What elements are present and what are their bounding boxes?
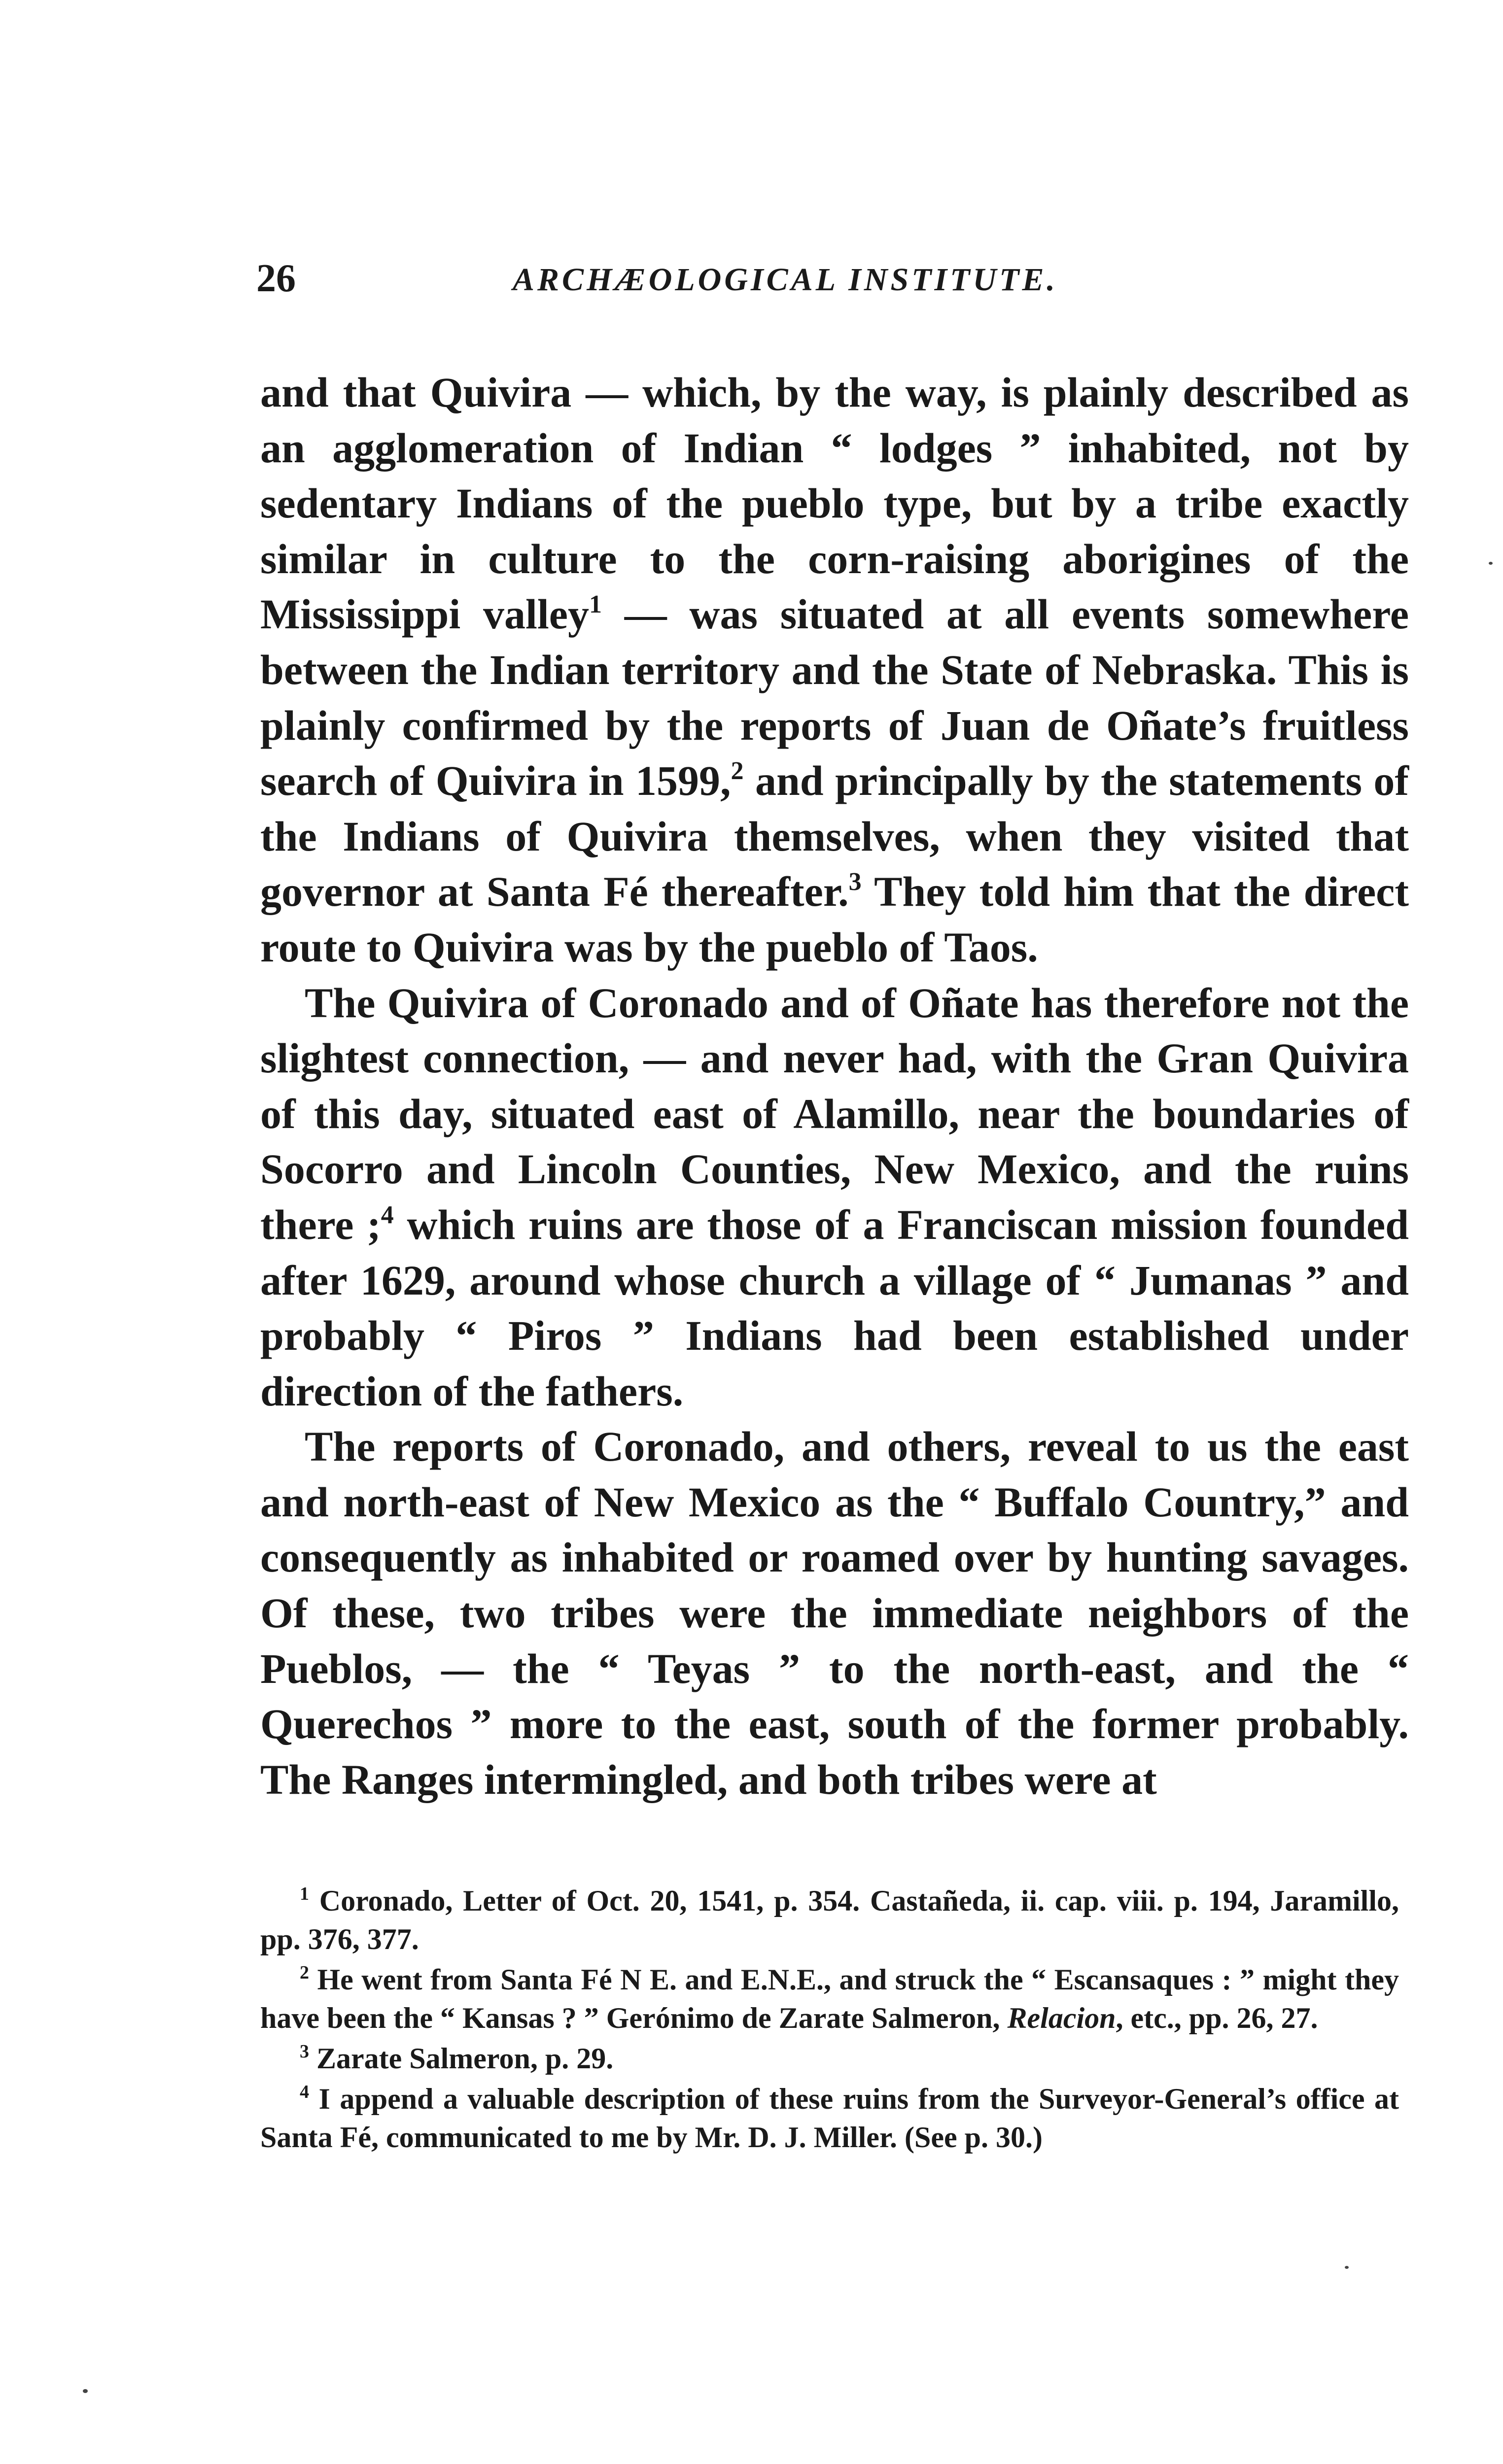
footnote-marker: 3 xyxy=(300,2041,309,2062)
footnotes xyxy=(260,1882,1399,2158)
paragraph-3 xyxy=(260,1419,1409,1807)
footnote-marker: 1 xyxy=(300,1883,309,1904)
text-run: The reports of Coronado, and others, reveal to us the east and north-east of New Mexico as the “ Buffalo Country,” and consequently as inhabited or roamed over by hunting savages. Of these, two tribes were the immediate neighbors of the Pueblos, — the “ Teyas ” to the north-east, and the “ Querechos ” more to the east, south of the former probably. The Ranges intermingled, and both tribes were at xyxy=(260,1423,1409,1803)
footnote-2 xyxy=(260,1960,1399,2037)
footnote-ref: 3 xyxy=(848,868,862,896)
text-run: and principally by the statements of the Indians of Quivira themselves, when they visited that governor at Santa Fé thereafter. xyxy=(260,757,1409,916)
footnote-3 xyxy=(260,2039,1399,2078)
footnote-4 xyxy=(260,2080,1399,2156)
footnote-ref: 2 xyxy=(731,757,744,786)
footnote-marker: 2 xyxy=(300,1962,309,1983)
footnote-text: I append a valuable description of these ruins from the Surveyor-General’s office at Santa Fé, communicated to me by Mr. D. J. Miller. (See p. 30.) xyxy=(260,2083,1399,2154)
running-head: ARCHÆOLOGICAL INSTITUTE. xyxy=(513,262,1058,298)
footnote-ref: 1 xyxy=(589,590,602,619)
footnote-text: Zarate Salmeron, p. 29. xyxy=(316,2042,614,2075)
text-run: The Quivira of Coronado and of Oñate has therefore not the slightest connection, — and never had, with the Gran Quivira of this day, situated east of Alamillo, near the boundaries of Socorro and Lincoln Counties, New Mexico, and the ruins there ; xyxy=(260,979,1409,1248)
scan-speck xyxy=(83,2389,88,2393)
footnote-marker: 4 xyxy=(300,2082,309,2102)
footnote-ref: 4 xyxy=(381,1200,394,1229)
footnote-text: He went from Santa Fé N E. and E.N.E., and struck the “ Escansaques : ” might they have been the “ Kansas ? ” Gerónimo de Zarate Salmeron, xyxy=(260,1963,1399,2034)
footnote-1 xyxy=(260,1882,1399,1958)
text-run: They told him that the direct route to Quivira was by the pueblo of Taos. xyxy=(260,868,1409,971)
text-run: and that Quivira — which, by the way, is plainly described as an agglomeration of Indian “ lodges ” inhabited, not by sedentary Indians of the pueblo type, but by a tribe exactly similar in culture to the corn-raising aborigines of the Mississippi valley xyxy=(260,369,1409,638)
paragraph-1 xyxy=(260,365,1409,975)
footnote-text: , etc., pp. 26, 27. xyxy=(1116,2002,1318,2034)
footnote-text: Coronado, Letter of Oct. 20, 1541, p. 354. Castañeda, ii. cap. viii. p. 194, Jaramillo, pp. 376, 377. xyxy=(260,1884,1399,1955)
page-header xyxy=(256,256,1405,310)
main-text xyxy=(260,365,1409,1807)
scan-speck xyxy=(1345,2266,1349,2269)
text-run: — was situated at all events somewhere between the Indian territory and the State of Nebraska. This is plainly confirmed by the reports of Juan de Oñate’s fruitless search of Quivira in 1599, xyxy=(260,590,1409,805)
page-number: 26 xyxy=(256,257,296,300)
text-run: which ruins are those of a Franciscan mission founded after 1629, around whose church a village of “ Jumanas ” and probably “ Piros ” Indians had been established under direction of the fathers. xyxy=(260,1200,1409,1415)
paragraph-2 xyxy=(260,975,1409,1419)
scan-speck xyxy=(1489,562,1493,565)
footnote-italic-title: Relacion xyxy=(1007,2002,1116,2034)
